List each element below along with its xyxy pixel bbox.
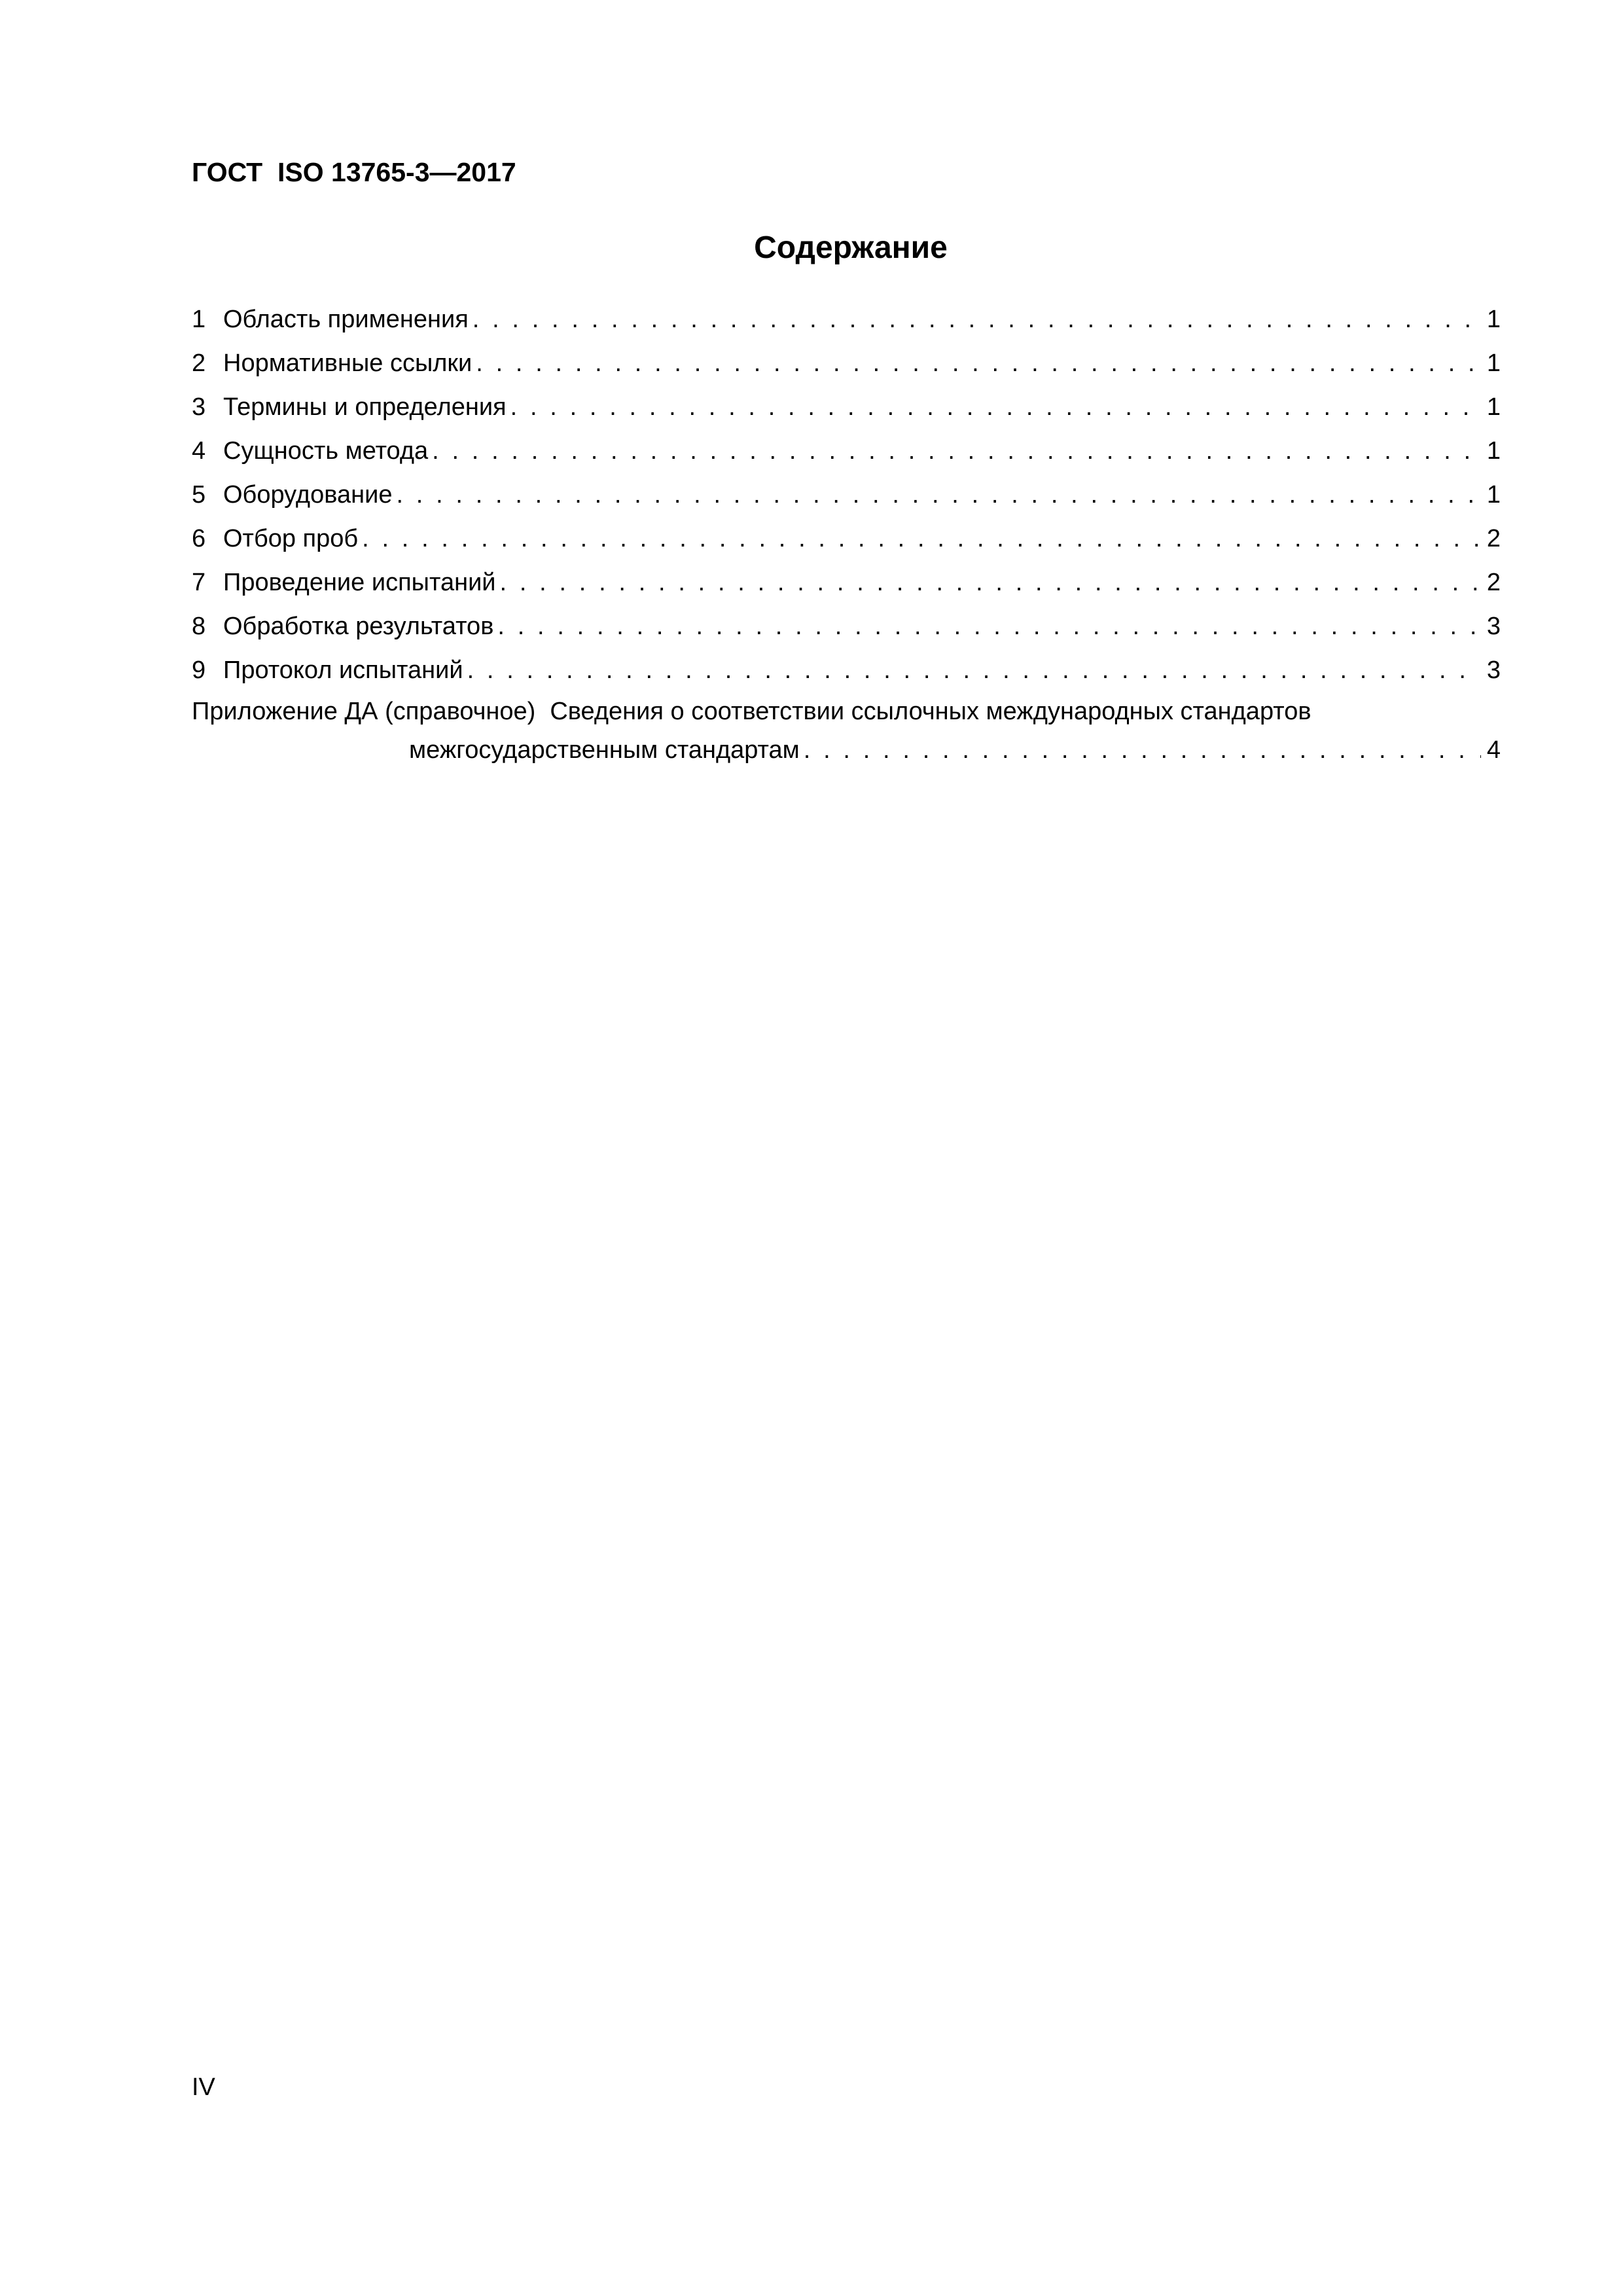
dot-leader [476,342,1481,386]
toc-item-page: 1 [1486,350,1501,377]
toc-item-label: Протокол испытаний [223,656,463,684]
toc-item-6[interactable] [192,517,1501,561]
table-of-contents [192,298,1501,770]
toc-item-label: Проведение испытаний [223,569,496,596]
toc-item-5[interactable] [192,473,1501,517]
toc-item-7[interactable] [192,561,1501,605]
dot-leader [362,517,1481,561]
toc-item-4[interactable] [192,429,1501,473]
dot-leader [396,473,1481,517]
toc-item-1[interactable] [192,298,1501,342]
toc-item-8[interactable] [192,605,1501,649]
dot-leader [467,649,1481,692]
toc-item-number: 9 [192,656,206,684]
toc-item-label: Область применения [223,306,469,333]
document-code-header: ГОСТ ISO 13765-3—2017 [192,157,516,187]
toc-item-label: Сущность метода [223,437,429,465]
appendix-title-line2: межгосударственным стандартам [409,736,800,764]
dot-leader [473,298,1481,342]
dot-leader [804,731,1481,770]
dot-leader [497,605,1481,649]
toc-item-page: 3 [1486,656,1501,684]
toc-item-page: 1 [1486,393,1501,421]
toc-item-page: 2 [1486,525,1501,552]
toc-item-number: 8 [192,613,206,640]
appendix-prefix: Приложение ДА (справочное) [192,698,536,725]
dot-leader [510,386,1481,429]
toc-item-page: 4 [1486,736,1501,764]
toc-item-appendix-da[interactable] [192,692,1501,770]
footer-page-number: IV [192,2073,215,2101]
toc-item-number: 6 [192,525,206,552]
toc-item-number: 4 [192,437,206,465]
toc-item-page: 3 [1486,613,1501,640]
toc-item-number: 3 [192,393,206,421]
dot-leader [500,561,1481,605]
dot-leader [432,429,1481,473]
toc-item-number: 7 [192,569,206,596]
toc-item-label: Отбор проб [223,525,359,552]
appendix-title-line1: Сведения о соответствии ссылочных международных стандартов [550,698,1311,725]
toc-item-page: 2 [1486,569,1501,596]
toc-item-number: 5 [192,481,206,509]
toc-item-label: Нормативные ссылки [223,350,473,377]
toc-item-number: 2 [192,350,206,377]
toc-item-page: 1 [1486,481,1501,509]
toc-title: Содержание [754,230,948,265]
toc-item-page: 1 [1486,306,1501,333]
toc-item-label: Обработка результатов [223,613,494,640]
toc-item-page: 1 [1486,437,1501,465]
toc-item-label: Оборудование [223,481,393,509]
toc-item-3[interactable] [192,386,1501,429]
toc-item-number: 1 [192,306,206,333]
toc-item-9[interactable] [192,649,1501,692]
toc-item-label: Термины и определения [223,393,507,421]
toc-item-2[interactable] [192,342,1501,386]
